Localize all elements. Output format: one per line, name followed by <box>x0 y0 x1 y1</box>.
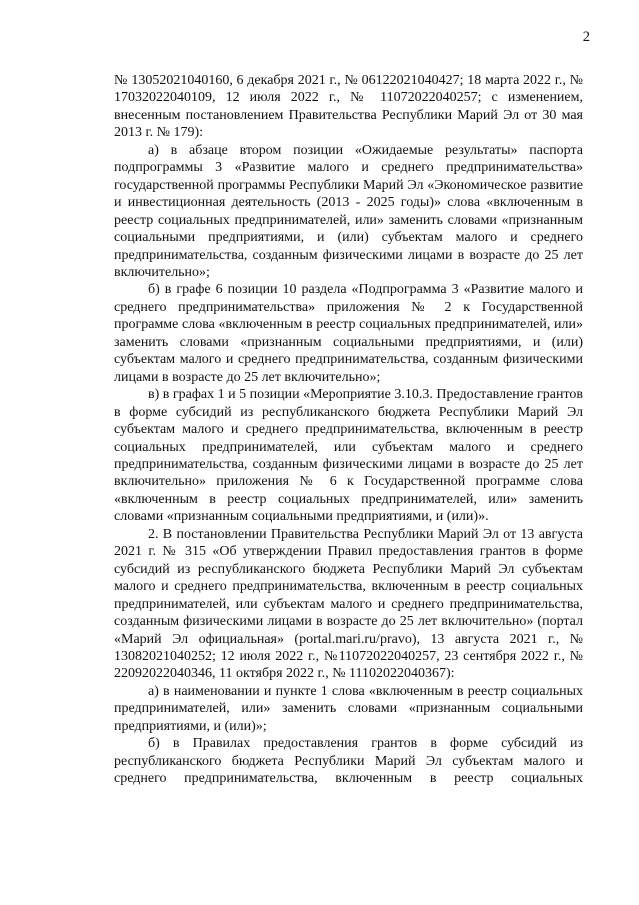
paragraph-section-2-item-a: а) в наименовании и пункте 1 слова «включенным в реестр социальных предпринимателей, или» заменить словами «признанным социальными предприятиями, и (или)»; <box>114 683 583 734</box>
page-number: 2 <box>582 29 590 45</box>
paragraph-item-b: б) в графе 6 позиции 10 раздела «Подпрограмма 3 «Развитие малого и среднего предпринимательства» приложения № 2 к Государственной программе слова «включенным в реестр социальных предпринимателей, или» заменить словами «признанным социальными предприятиями, и (или) субъектам малого и среднего предпринимательства, созданным физическими лицами в возрасте до 25 лет включительно»; <box>114 282 583 385</box>
paragraph-continuation: № 13052021040160, 6 декабря 2021 г., № 06122021040427; 18 марта 2022 г., № 17032022040109, 12 июля 2022 г., № 11072022040257; с изменением, внесенным постановлением Правительства Республики Марий Эл от 30 мая 2013 г. № 179): <box>114 73 583 141</box>
paragraph-item-v: в) в графах 1 и 5 позиции «Мероприятие 3.10.3. Предоставление грантов в форме субсидий из республиканского бюджета Республики Марий Эл субъектам малого и среднего предпринимательства, включенным в реестр социальных предпринимателей, или субъектам малого и среднего предпринимательства, созданным физическими лицами в возрасте до 25 лет включительно» приложения № 6 к Государственной программе слова «включенным в реестр социальных предпринимателей, или» заменить словами «признанным социальными предприятиями, и (или)». <box>114 387 583 525</box>
paragraph-section-2-item-b: б) в Правилах предоставления грантов в форме субсидий из республиканского бюджета Республики Марий Эл субъектам малого и среднего предпринимательства, включенным в реестр социальных <box>114 736 583 787</box>
paragraph-section-2: 2. В постановлении Правительства Республики Марий Эл от 13 августа 2021 г. № 315 «Об утверждении Правил предоставления грантов в форме субсидий из республиканского бюджета Республики Марий Эл субъектам малого и среднего предпринимательства, включенным в реестр социальных предпринимателей, или субъектам малого и среднего предпринимательства, созданным физическими лицами в возрасте до 25 лет включительно» (портал «Марий Эл официальная» (portal.mari.ru/pravo), 13 августа 2021 г., № 13082021040252; 12 июля 2022 г., №11072022040257, 23 сентября 2022 г., № 22092022040346, 11 октября 2022 г., № 11102022040367): <box>114 526 583 682</box>
document-body <box>114 72 583 788</box>
paragraph-item-a: а) в абзаце втором позиции «Ожидаемые результаты» паспорта подпрограммы 3 «Развитие малого и среднего предпринимательства» государственной программы Республики Марий Эл «Экономическое развитие и инвестиционная деятельность (2013 - 2025 годы)» слова «включенным в реестр социальных предпринимателей, или» заменить словами «признанным социальными предприятиями, и (или) субъектам малого и среднего предпринимательства, созданным физическими лицами в возрасте до 25 лет включительно»; <box>114 142 583 280</box>
